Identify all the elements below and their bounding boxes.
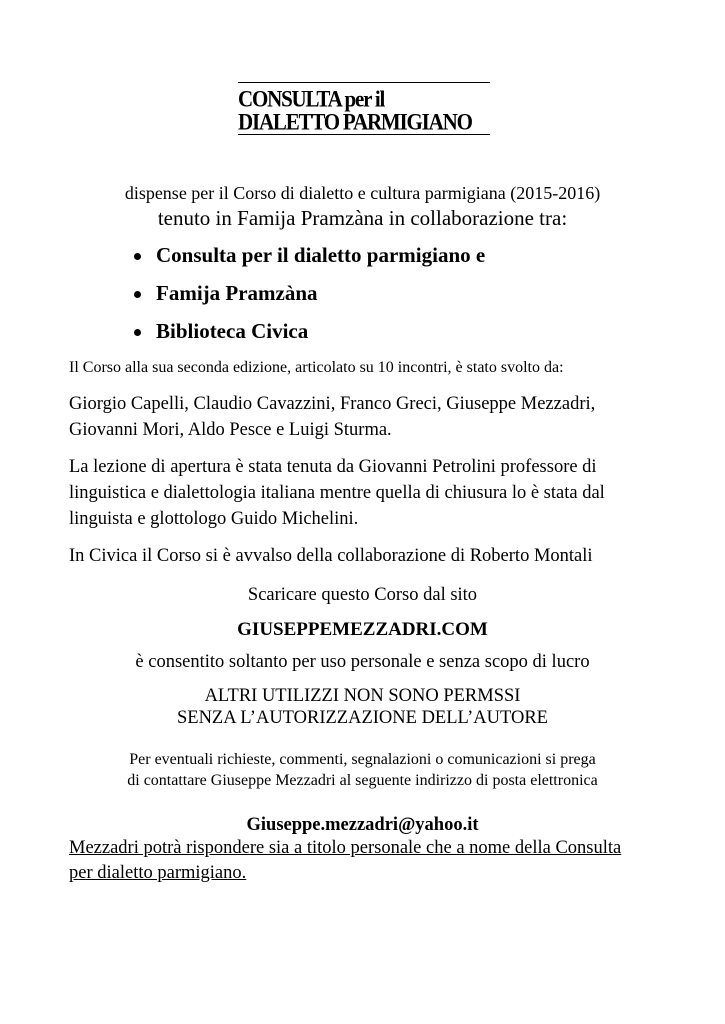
civica-line: In Civica il Corso si è avvalso della collaborazione di Roberto Montali	[69, 546, 593, 566]
contact-email: Giuseppe.mezzadri@yahoo.it	[246, 815, 479, 835]
heading-line-1: CONSULTA per il	[238, 85, 385, 112]
lecture-line-1: La lezione di apertura è stata tenuta da Giovanni Petrolini professore di	[69, 457, 597, 477]
contact-line-2: di contattare Giuseppe Mezzadri al seguente indirizzo di posta elettronica	[127, 772, 598, 789]
warning-line-1: ALTRI UTILIZZI NON SONO PERMSSI	[204, 686, 521, 706]
document-heading	[238, 82, 490, 135]
download-intro: Scaricare questo Corso dal sito	[247, 585, 478, 605]
teachers-line-1: Giorgio Capelli, Claudio Cavazzini, Franco Greci, Giuseppe Mezzadri,	[69, 394, 596, 414]
partner-item: Famija Pramzàna	[134, 279, 485, 317]
contact-note-line-1: Mezzadri potrà rispondere sia a titolo personale che a nome della Consulta	[69, 838, 622, 858]
partner-list	[134, 241, 485, 355]
lecture-line-2: linguistica e dialettologia italiana mentre quella di chiusura lo è stata dal	[69, 483, 605, 503]
download-site: GIUSEPPEMEZZADRI.COM	[237, 619, 488, 640]
bullet-icon	[134, 253, 141, 260]
teachers-line-2: Giovanni Mori, Aldo Pesce e Luigi Sturma.	[69, 420, 392, 440]
lecture-line-3: linguista e glottologo Guido Michelini.	[69, 509, 359, 529]
partner-item: Biblioteca Civica	[134, 317, 485, 355]
heading-line-2: DIALETTO PARMIGIANO	[238, 108, 472, 135]
download-terms: è consentito soltanto per uso personale e senza scopo di lucro	[135, 652, 590, 672]
intro-line-1: dispense per il Corso di dialetto e cultura parmigiana (2015-2016)	[124, 183, 601, 203]
course-summary: Il Corso alla sua seconda edizione, articolato su 10 incontri, è stato svolto da:	[69, 359, 564, 376]
contact-line-1: Per eventuali richieste, commenti, segnalazioni o comunicazioni si prega	[129, 751, 596, 768]
warning-line-2: SENZA L’AUTORIZZAZIONE DELL’AUTORE	[176, 708, 548, 728]
bullet-icon	[134, 291, 141, 298]
contact-note-line-2: per dialetto parmigiano.	[69, 863, 247, 883]
partner-item: Consulta per il dialetto parmigiano e	[134, 241, 485, 279]
bullet-icon	[134, 329, 141, 336]
intro-line-2: tenuto in Famija Pramzàna in collaborazione tra:	[157, 206, 568, 230]
